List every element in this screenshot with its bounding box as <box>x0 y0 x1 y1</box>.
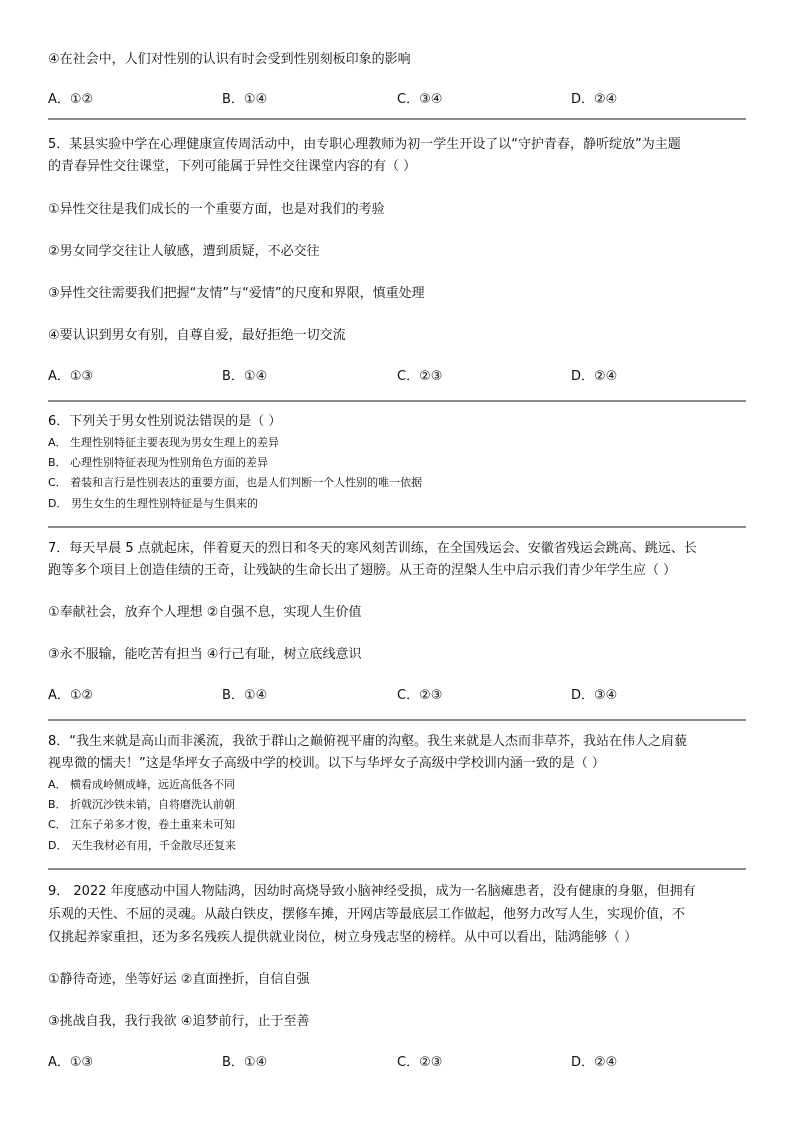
q6-option-c: C． 着装和言行是性别表达的重要方面，也是人们判断一个人性别的唯一依据 <box>48 476 423 489</box>
q5-option-c: C．②③ <box>397 369 443 384</box>
q5-option-b: B．①④ <box>222 369 268 384</box>
q8-option-d: D． 天生我材必有用，千金散尽还复来 <box>48 839 236 852</box>
q7-option-c: C．②③ <box>397 688 443 703</box>
q9-option-a: A．①③ <box>48 1055 94 1070</box>
q7-statements-3-4: ③永不服输，能吃苦有担当 ④行己有耻，树立底线意识 <box>48 647 362 662</box>
separator <box>48 400 746 402</box>
q8-option-a: A． 横看成岭侧成峰，远近高低各不同 <box>48 778 236 791</box>
q7-option-a: A．①② <box>48 688 94 703</box>
q4-statement-4: ④在社会中，人们对性别的认识有时会受到性别刻板印象的影响 <box>48 52 411 67</box>
q4-option-d: D．②④ <box>571 92 618 107</box>
q9-stem-line-1: 9． 2022 年度感动中国人物陆鸿，因幼时高烧导致小脑神经受损，成为一名脑瘫患者，没有健康的身躯，但拥有 <box>48 884 696 899</box>
q9-option-b: B．①④ <box>222 1055 268 1070</box>
q6-option-b: B． 心理性别特征表现为性别角色方面的差异 <box>48 456 269 469</box>
q8-option-c: C． 江东子弟多才俊，卷土重来未可知 <box>48 818 236 831</box>
q4-option-b: B．①④ <box>222 92 268 107</box>
separator <box>48 118 746 120</box>
q9-option-d: D．②④ <box>571 1055 618 1070</box>
q5-option-a: A．①③ <box>48 369 94 384</box>
q5-stem-line-2: 的青春异性交往课堂，下列可能属于异性交往课堂内容的有（ ） <box>48 159 417 174</box>
q5-statement-1: ①异性交往是我们成长的一个重要方面，也是对我们的考验 <box>48 202 385 217</box>
q9-option-c: C．②③ <box>397 1055 443 1070</box>
q7-stem-line-2: 跑等多个项目上创造佳绩的王奇，让残缺的生命长出了翅膀。从王奇的涅槃人生中启示我们青少年学生应（ ） <box>48 563 677 578</box>
q8-option-b: B． 折戟沉沙铁未销，自将磨洗认前朝 <box>48 798 236 811</box>
q9-stem-line-3: 仅挑起养家重担，还为多名残疾人提供就业岗位，树立身残志坚的榜样。从中可以看出，陆鸿能够（ ） <box>48 930 638 945</box>
q6-option-d: D． 男生女生的生理性别特征是与生俱来的 <box>48 497 258 510</box>
q6-option-a: A． 生理性别特征主要表现为男女生理上的差异 <box>48 436 280 449</box>
separator <box>48 719 746 721</box>
q7-stem-line-1: 7．每天早晨 5 点就起床，伴着夏天的烈日和冬天的寒风刻苦训练，在全国残运会、安徽省残运会跳高、跳远、长 <box>48 541 697 556</box>
q4-option-a: A．①② <box>48 92 94 107</box>
q9-stem-line-2: 乐观的天性、不屈的灵魂。从敲白铁皮，摆修车摊，开网店等最底层工作做起，他努力改写人生，实现价值，不 <box>48 907 686 922</box>
q4-option-c: C．③④ <box>397 92 443 107</box>
q5-statement-3: ③异性交往需要我们把握“友情”与“爱情”的尺度和界限，慎重处理 <box>48 286 425 301</box>
q8-stem-line-1: 8．“我生来就是高山而非溪流，我欲于群山之巅俯视平庸的沟壑。我生来就是人杰而非草芥，我站在伟人之肩藐 <box>48 734 688 749</box>
q7-option-d: D．③④ <box>571 688 618 703</box>
q5-option-d: D．②④ <box>571 369 618 384</box>
q9-statements-3-4: ③挑战自我，我行我欲 ④追梦前行，止于至善 <box>48 1014 310 1029</box>
separator <box>48 526 746 528</box>
q7-statements-1-2: ①奉献社会，放弃个人理想 ②自强不息，实现人生价值 <box>48 605 362 620</box>
q5-stem-line-1: 5．某县实验中学在心理健康宣传周活动中，由专职心理教师为初一学生开设了以“守护青春，静听绽放”为主题 <box>48 137 681 152</box>
q8-stem-line-2: 视卑微的懦夫！”这是华坪女子高级中学的校训。以下与华坪女子高级中学校训内涵一致的是（ ） <box>48 756 605 771</box>
separator <box>48 868 746 870</box>
q9-statements-1-2: ①静待奇迹，坐等好运 ②直面挫折，自信自强 <box>48 972 310 987</box>
q5-statement-4: ④要认识到男女有别，自尊自爱，最好拒绝一切交流 <box>48 328 346 343</box>
q6-stem: 6．下列关于男女性别说法错误的是（ ） <box>48 414 282 429</box>
q7-option-b: B．①④ <box>222 688 268 703</box>
q5-statement-2: ②男女同学交往让人敏感，遭到质疑，不必交往 <box>48 244 320 259</box>
